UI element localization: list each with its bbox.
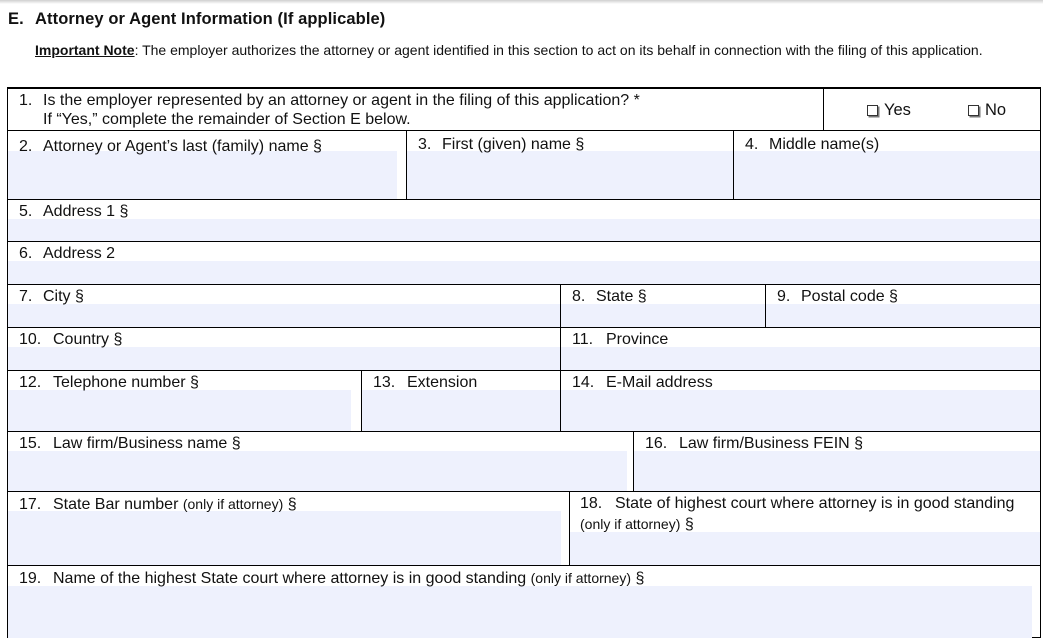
row-name [8,131,1040,200]
row-contact [8,371,1040,432]
row-city [8,285,1040,328]
country-input[interactable] [8,347,560,370]
law-firm-fein-input[interactable] [634,451,1040,491]
q1-question-cell [8,89,824,130]
field-email[interactable]: 14. E-Mail address [561,371,1040,431]
field-address2[interactable]: 6. Address 2 [8,242,1040,284]
telephone-input[interactable] [8,390,351,431]
row-address2 [8,242,1040,285]
checkbox-icon[interactable] [968,105,979,116]
field-law-firm-fein[interactable]: 16. Law firm/Business FEIN § [634,432,1040,491]
checkbox-icon[interactable] [867,105,878,116]
q1-yes-checkbox[interactable]: Yes [867,101,911,120]
field-city[interactable]: 7. City § [8,285,561,327]
law-firm-name-input[interactable] [8,451,627,491]
important-note-text: : The employer authorizes the attorney or agent identified in this section to act on its behalf in connection with the filing of this application. [134,42,983,58]
state-input[interactable] [561,304,765,327]
row-court-name [8,566,1040,638]
row-law-firm [8,432,1040,492]
middle-name-input[interactable] [734,151,1040,199]
row-address1 [8,200,1040,242]
field-telephone[interactable]: 12. Telephone number § [8,371,362,431]
field-state-bar-number[interactable]: 17. State Bar number (only if attorney) § [8,492,570,565]
address1-input[interactable] [8,219,1040,241]
section-title-text: Attorney or Agent Information (If applicable) [35,10,386,28]
postal-code-input[interactable] [766,304,1040,327]
field-country[interactable]: 10. Country § [8,328,561,370]
field-last-name[interactable]: 2. Attorney or Agent’s last (family) name § [8,131,407,199]
row-q1 [8,89,1040,131]
city-input[interactable] [8,304,560,327]
section-title [8,10,385,29]
last-name-input[interactable] [8,151,397,199]
field-extension[interactable]: 13. Extension [362,371,561,431]
state-bar-number-input[interactable] [8,511,561,565]
first-name-input[interactable] [407,151,733,199]
page-top-shadow [0,0,1043,4]
province-input[interactable] [561,347,1040,370]
row-bar [8,492,1040,566]
field-state[interactable]: 8. State § [561,285,766,327]
field-province[interactable]: 11. Province [561,328,1040,370]
section-letter: E. [8,10,24,28]
email-input[interactable] [561,390,1040,431]
q1-options-cell [824,89,1040,130]
row-country [8,328,1040,371]
q1-label: 1. Is the employer represented by an attorney or agent in the filing of this application? * If “Yes,” complete the remainder of Section E below. [19,92,640,128]
field-address1[interactable]: 5. Address 1 § [8,200,1040,241]
important-note [35,41,995,59]
important-note-label: Important Note [35,42,135,58]
field-highest-court-state[interactable]: 18. State of highest court where attorney is in good standing (only if attorney) § [570,492,1040,565]
field-middle-name[interactable]: 4. Middle name(s) [734,131,1040,199]
attorney-agent-form [7,87,1041,638]
q1-no-checkbox[interactable]: No [968,101,1006,120]
address2-input[interactable] [8,261,1040,284]
field-highest-court-name[interactable]: 19. Name of the highest State court where attorney is in good standing (only if attorney) § [8,566,1040,638]
highest-court-state-input[interactable] [570,532,1040,565]
field-postal-code[interactable]: 9. Postal code § [766,285,1040,327]
field-first-name[interactable]: 3. First (given) name § [407,131,734,199]
field-law-firm-name[interactable]: 15. Law firm/Business name § [8,432,634,491]
highest-court-name-input[interactable] [8,586,1032,638]
extension-input[interactable] [362,390,560,431]
